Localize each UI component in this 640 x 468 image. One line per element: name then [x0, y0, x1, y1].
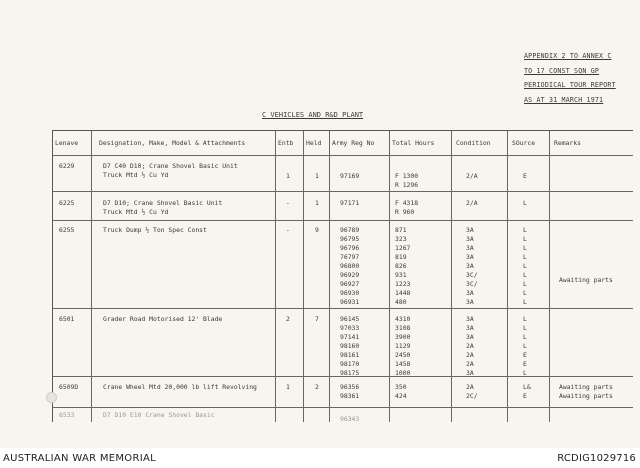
- cell-lenave: 6225: [59, 199, 75, 207]
- cell-designation: Grader Road Motorised 12' Blade: [103, 315, 223, 323]
- cell-lenave: 6509D: [59, 383, 79, 391]
- cell-remarks: Awaiting parts Awaiting parts: [559, 383, 613, 400]
- cell-designation: Crane Wheel Mtd 20,000 lb lift Revolving: [103, 383, 257, 391]
- cell-condition: 2A 2C/: [466, 383, 478, 400]
- cell-held: 9: [315, 226, 319, 234]
- cell-army-reg-no: 97171: [340, 199, 360, 207]
- cell-designation: D7 D10 E10 Crane Shovel Basic: [103, 411, 215, 419]
- document-title: C VEHICLES AND R&D PLANT: [262, 111, 364, 119]
- cell-source: L L L L L L L L L: [523, 226, 527, 306]
- cell-total-hours: F 4318 R 960: [395, 199, 419, 216]
- cell-lenave: 6229: [59, 162, 75, 170]
- cell-total-hours: 4310 3108 3900 1129 2450 1458 1000: [395, 315, 411, 377]
- footer-institution: AUSTRALIAN WAR MEMORIAL: [3, 453, 156, 464]
- cell-condition: 3A 3A 3A 3A 3A 3C/ 3C/ 3A 3A: [466, 226, 478, 306]
- header-entb: Entb: [278, 139, 294, 147]
- header-lenave: Lenave: [55, 139, 79, 147]
- cell-lenave: 6533: [59, 411, 75, 419]
- header-remarks: Remarks: [554, 139, 581, 147]
- header-total-hours: Total Hours: [392, 139, 435, 147]
- appendix-line: TO 17 CONST SQN GP: [524, 66, 600, 75]
- appendix-line: AS AT 31 MARCH 1971: [524, 95, 604, 104]
- appendix-line: APPENDIX 2 TO ANNEX C: [524, 52, 612, 60]
- cell-remarks: Awaiting parts: [559, 276, 613, 284]
- cell-held: 1: [315, 199, 319, 207]
- header-held: Held: [306, 139, 322, 147]
- cell-total-hours: F 1300 R 1296: [395, 172, 419, 189]
- cell-source: L& E: [523, 383, 531, 400]
- cell-designation: Truck Dump ½ Ton Spec Const: [103, 226, 207, 234]
- cell-condition: 3A 3A 3A 2A 2A 2A 3A: [466, 315, 474, 377]
- cell-entb: 1: [286, 383, 290, 391]
- cell-total-hours: 350 424: [395, 383, 407, 400]
- cell-lenave: 6501: [59, 315, 75, 323]
- cell-army-reg-no: 96789 96795 96796 76797 96800 96929 96927 96930 96931: [340, 226, 360, 306]
- cell-entb: 2: [286, 315, 290, 323]
- cell-held: 7: [315, 315, 319, 323]
- cell-designation: D7 D10; Crane Shovel Basic Unit Truck Mtd ½ Cu Yd: [103, 199, 223, 216]
- cell-designation: D7 C40 D10; Crane Shovel Basic Unit Truck Mtd ½ Cu Yd: [103, 162, 238, 179]
- cell-total-hours: 871 323 1267 819 826 931 1223 1448 480: [395, 226, 411, 306]
- appendix-line: PERIODICAL TOUR REPORT: [524, 81, 616, 89]
- cell-lenave: 6255: [59, 226, 75, 234]
- cell-source: L: [523, 199, 527, 207]
- cell-army-reg-no: 96356 98361: [340, 383, 360, 400]
- cell-army-reg-no: 96145 97033 97141 98160 98161 98170 98175: [340, 315, 360, 377]
- header-designation: Designation, Make, Model & Attachments: [99, 139, 246, 147]
- cell-entb: 1: [286, 172, 290, 180]
- cell-army-reg-no: 96343: [340, 415, 360, 423]
- cell-held: 1: [315, 172, 319, 180]
- header-army-reg-no: Army Reg No: [332, 139, 375, 147]
- cell-army-reg-no: 97169: [340, 172, 360, 180]
- appendix-heading: [524, 49, 616, 107]
- cell-condition: 2/A: [466, 199, 478, 207]
- header-source: SOurce: [512, 139, 536, 147]
- header-condition: Condition: [456, 139, 491, 147]
- cell-entb: -: [286, 226, 290, 234]
- cell-condition: 2/A: [466, 172, 478, 180]
- punch-hole: [46, 392, 57, 403]
- cell-source: E: [523, 172, 527, 180]
- vehicle-table: [52, 130, 633, 422]
- cell-held: 2: [315, 383, 319, 391]
- archive-footer: [0, 448, 640, 468]
- cell-source: L L L L E E L: [523, 315, 527, 377]
- cell-entb: -: [286, 199, 290, 207]
- footer-reference: RCDIG1029716: [557, 453, 636, 464]
